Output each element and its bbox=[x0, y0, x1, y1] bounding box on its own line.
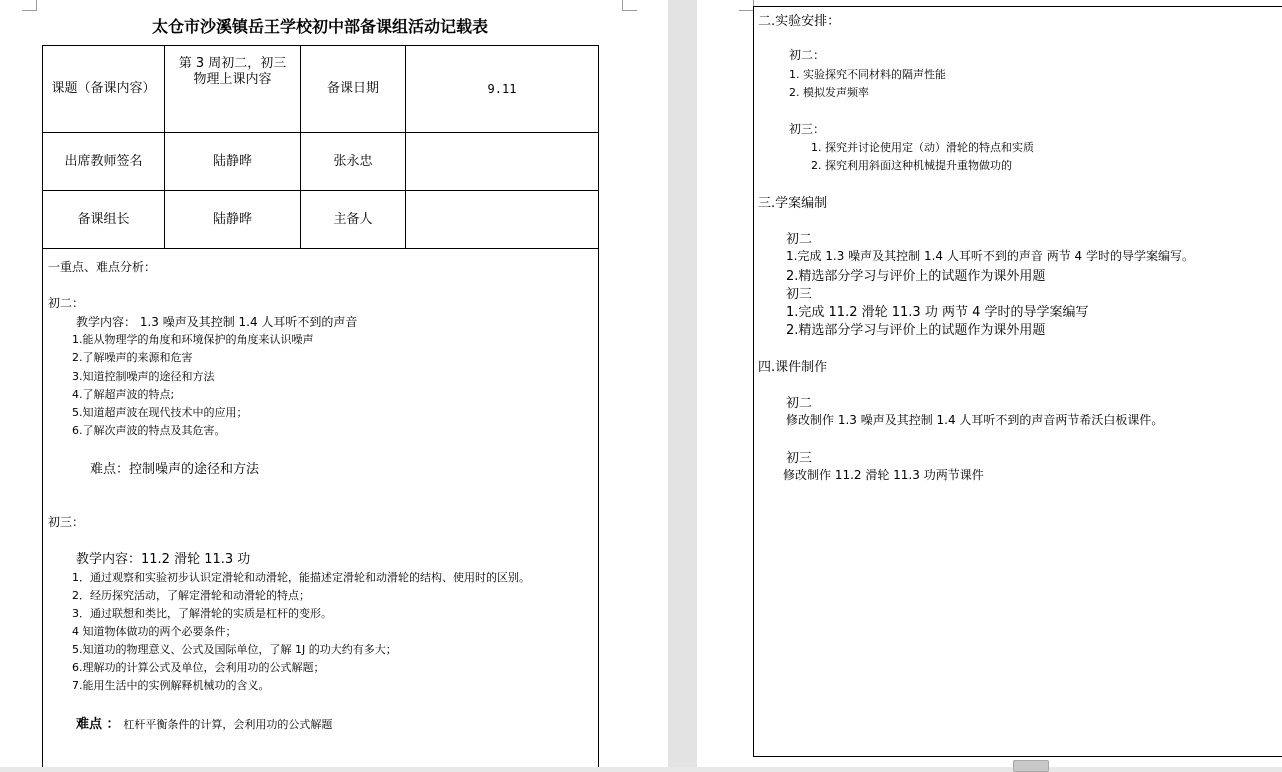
grade3-content: 教学内容：11.2 滑轮 11.3 功 bbox=[76, 552, 251, 567]
crop-mark bbox=[739, 0, 754, 11]
date-label-cell: 备课日期 bbox=[301, 46, 406, 133]
list-item: 1.完成 11.2 滑轮 11.3 功 两节 4 学时的导学案编写 bbox=[786, 305, 1089, 320]
grade2-difficulty: 难点：控制噪声的途径和方法 bbox=[90, 462, 260, 477]
topic-value-cell bbox=[165, 46, 301, 133]
plan-section-box bbox=[753, 6, 1282, 757]
list-item: 3.知道控制噪声的途径和方法 bbox=[72, 370, 215, 383]
list-item: 6.了解次声波的特点及其危害。 bbox=[72, 424, 226, 437]
list-item: 1.能从物理学的角度和环境保护的角度来认识噪声 bbox=[72, 333, 314, 346]
list-item: 7.能用生活中的实例解释机械功的含义。 bbox=[72, 679, 270, 692]
attend-signature-cell: 张永忠 bbox=[301, 133, 406, 191]
grade3-difficulty bbox=[76, 713, 332, 732]
section-heading: 一重点、难点分析： bbox=[48, 260, 157, 274]
empty-cell bbox=[406, 133, 599, 191]
exp-grade3-label: 初三： bbox=[789, 122, 826, 136]
difficulty-text: 杠杆平衡条件的计算，会利用功的公式解题 bbox=[123, 718, 333, 731]
main-preparer-label-cell: 主备人 bbox=[301, 191, 406, 249]
cw-grade2-text: 修改制作 1.3 噪声及其控制 1.4 人耳听不到的声音两节希沃白板课件。 bbox=[786, 413, 1164, 427]
attend-label-cell: 出席教师签名 bbox=[43, 133, 165, 191]
list-item: 2．经历探究活动，了解定滑轮和动滑轮的特点； bbox=[72, 589, 310, 602]
grade3-label: 初三： bbox=[48, 515, 85, 529]
list-item: 1．通过观察和实验初步认识定滑轮和动滑轮，能描述定滑轮和动滑轮的结构、使用时的区别。 bbox=[72, 571, 530, 584]
attend-signature-cell: 陆静晔 bbox=[165, 133, 301, 191]
cw-grade3-text: 修改制作 11.2 滑轮 11.3 功两节课件 bbox=[783, 468, 984, 482]
date-value-cell: 9.11 bbox=[406, 46, 599, 133]
plan-grade3-label: 初三 bbox=[786, 287, 813, 302]
leader-label-cell: 备课组长 bbox=[43, 191, 165, 249]
topic-value-line: 第 3 周初二，初三 bbox=[178, 56, 287, 71]
list-item: 5.知道超声波在现代技术中的应用； bbox=[72, 406, 248, 419]
list-item: 1.完成 1.3 噪声及其控制 1.4 人耳听不到的声音 两节 4 学时的导学案编写。 bbox=[786, 249, 1194, 263]
section-heading: 二.实验安排： bbox=[758, 14, 841, 29]
list-item: 1. 探究并讨论使用定（动）滑轮的特点和实质 bbox=[811, 141, 1034, 154]
list-item: 5.知道功的物理意义、公式及国际单位，了解 1J 的功大约有多大； bbox=[72, 643, 397, 656]
list-item: 1. 实验探究不同材料的隔声性能 bbox=[789, 68, 946, 81]
plan-grade2-label: 初二 bbox=[786, 232, 813, 247]
topic-label-cell: 课题（备课内容） bbox=[43, 46, 165, 133]
list-item: 2.了解噪声的来源和危害 bbox=[72, 351, 193, 364]
list-item: 2.精选部分学习与评价上的试题作为课外用题 bbox=[786, 269, 1046, 284]
document-page-right bbox=[697, 0, 1282, 767]
topic-value-line: 物理上课内容 bbox=[193, 72, 272, 87]
list-item: 3．通过联想和类比，了解滑轮的实质是杠杆的变形。 bbox=[72, 607, 332, 620]
section-heading: 四.课件制作 bbox=[758, 360, 828, 375]
list-item: 6.理解功的计算公式及单位，会利用功的公式解题； bbox=[72, 661, 325, 674]
list-item: 2. 模拟发声频率 bbox=[789, 86, 869, 99]
horizontal-scrollbar-thumb[interactable] bbox=[1013, 760, 1049, 772]
section-heading: 三.学案编制 bbox=[758, 196, 828, 211]
page-gap bbox=[668, 0, 697, 767]
leader-value-cell: 陆静晔 bbox=[165, 191, 301, 249]
exp-grade2-label: 初二： bbox=[789, 48, 826, 62]
list-item: 2. 探究利用斜面这种机械提升重物做功的 bbox=[811, 159, 1012, 172]
list-item: 4 知道物体做功的两个必要条件； bbox=[72, 625, 237, 638]
cw-grade3-label: 初三 bbox=[786, 451, 813, 466]
document-title: 太仓市沙溪镇岳王学校初中部备课组活动记载表 bbox=[151, 17, 488, 36]
list-item: 2.精选部分学习与评价上的试题作为课外用题 bbox=[786, 323, 1046, 338]
crop-mark bbox=[22, 0, 37, 11]
difficulty-label: 难点 ： bbox=[76, 717, 120, 732]
cw-grade2-label: 初二 bbox=[786, 396, 813, 411]
list-item: 4.了解超声波的特点; bbox=[72, 388, 175, 401]
record-header-table bbox=[42, 45, 599, 249]
crop-mark bbox=[622, 0, 637, 11]
grade2-label: 初二： bbox=[48, 296, 85, 310]
grade2-content: 教学内容： 1.3 噪声及其控制 1.4 人耳听不到的声音 bbox=[76, 315, 358, 329]
